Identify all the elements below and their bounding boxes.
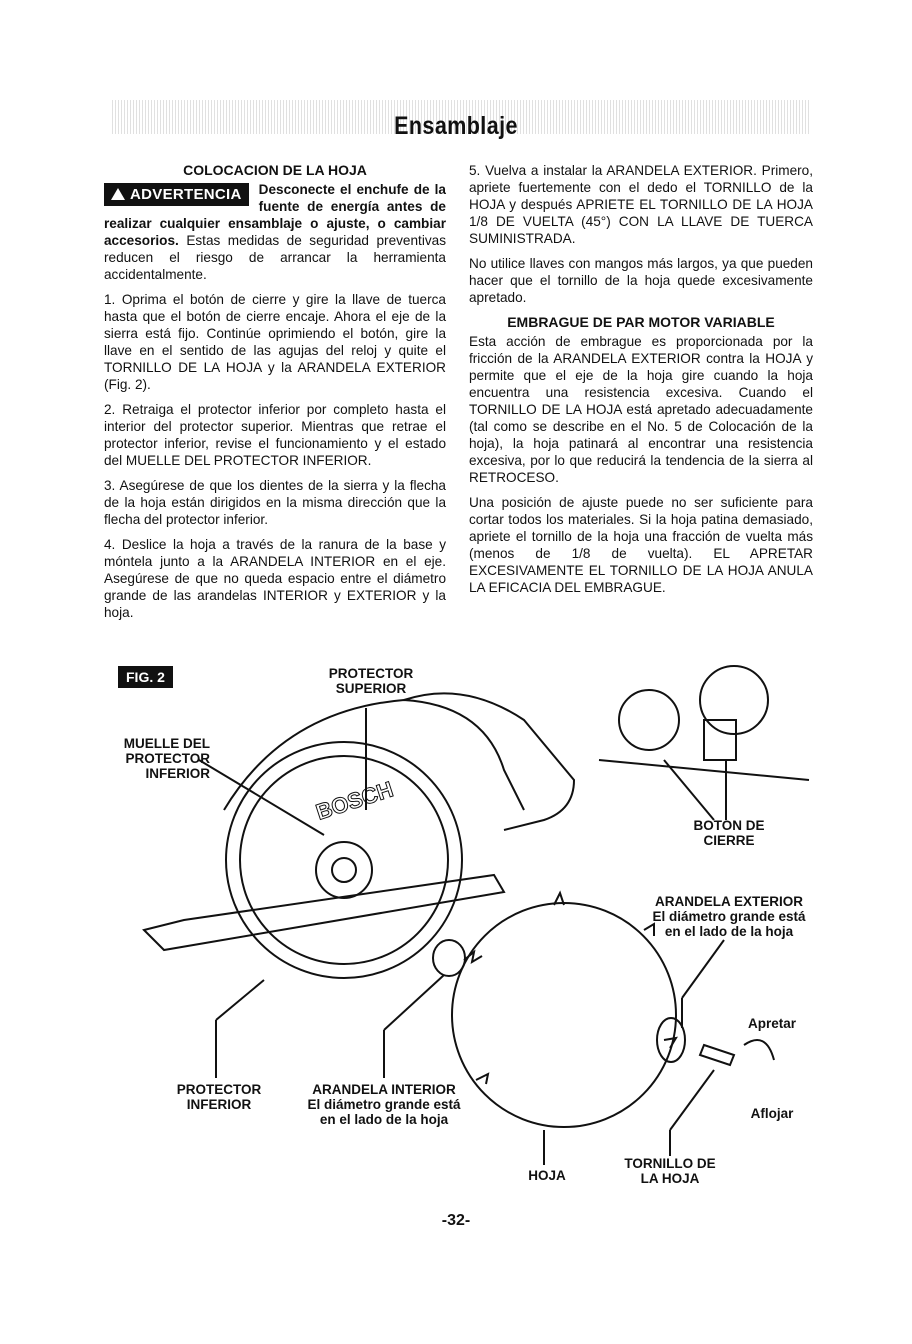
clutch-paragraph-2: Una posición de ajuste puede no ser suficiente para cortar todos los materiales. Si la hoja patina demasiado, apriete el tornillo de la hoja una fracción de vuelta más (menos de 1/8 de vuelta). EL APRETAR EXCESIVAMENTE EL TORNILLO DE LA HOJA ANULA LA EFICACIA DEL EMBRAGUE. xyxy=(469,495,813,595)
label-boton-de-cierre: BOTON DE CIERRE xyxy=(693,818,765,848)
step-4: 4. Deslice la hoja a través de la ranura de la base y móntela junto a la ARANDELA INTERIOR en el eje. Asegúrese de que no queda espacio entre el diámetro grande de las arandelas INTERIOR y EXTERIOR y la hoja. xyxy=(104,537,446,620)
step-1: 1. Oprima el botón de cierre y gire la llave de tuerca hasta que el botón de cierre encaje. Ahora el eje de la sierra está fijo. Continúe oprimiendo el botón, gire la llave en el sentido de las agujas del reloj y quite el TORNILLO DE LA HOJA y la ARANDELA EXTERIOR (Fig. 2). xyxy=(104,292,446,392)
figure-2 xyxy=(104,660,822,1200)
brand-logo: BOSCH xyxy=(312,776,397,825)
clutch-paragraph-1: Esta acción de embrague es proporcionada por la fricción de la ARANDELA EXTERIOR contra la HOJA y permite que el eje de la hoja gire cuando la hoja encuentra una resistencia excesiva. Cuando el TORNILLO DE LA HOJA está apretado adecuadamente (tal como se describe en el No. 5 de Colocación de la hoja), la hoja patinará al encontrar una resistencia excesiva, por lo que reducirá la tendencia de la sierra al RETROCESO. xyxy=(469,334,813,485)
page-number: -32- xyxy=(441,1212,471,1229)
step-5: 5. Vuelva a instalar la ARANDELA EXTERIOR. Primero, apriete fuertemente con el dedo el TORNILLO de la HOJA y después APRIETE EL TORNILLO DE LA HOJA 1/8 DE VUELTA (45°) CON LA LLAVE DE TUERCA SUMINISTRADA. xyxy=(469,163,813,246)
tighten-arrow xyxy=(744,1040,774,1060)
wrench-note: No utilice llaves con mangos más largos, ya que pueden hacer que el tornillo de la hoja quede excesivamente apretado. xyxy=(469,256,813,305)
arbor-circle xyxy=(316,842,372,898)
leader-muelle xyxy=(199,760,324,835)
label-aflojar: Aflojar xyxy=(750,1106,794,1121)
label-tornillo-de-la-hoja: TORNILLO DE LA HOJA xyxy=(624,1156,716,1186)
label-muelle: MUELLE DEL PROTECTOR INFERIOR xyxy=(123,736,210,781)
leader-arandela-interior xyxy=(384,975,444,1030)
leader-tornillo xyxy=(670,1070,714,1130)
warning-bold-text: Desconecte el enchufe de la fuente de energía antes de realizar cualquier ensamblaje o ajuste, o cambiar accesorios. xyxy=(104,182,446,248)
handle-shape xyxy=(404,693,574,830)
left-column xyxy=(104,162,446,629)
button-shape xyxy=(704,720,736,760)
section-heading-embrague: EMBRAGUE DE PAR MOTOR VARIABLE xyxy=(507,314,775,330)
saw-blade-circle xyxy=(226,742,462,978)
arbor-bolt xyxy=(332,858,356,882)
section-heading-colocacion: COLOCACION DE LA HOJA xyxy=(183,162,367,178)
step-3: 3. Asegúrese de que los dientes de la sierra y la flecha de la hoja están dirigidos en la misma dirección que la flecha del protector inferior. xyxy=(104,478,446,527)
warning-triangle-icon xyxy=(111,188,125,200)
blade-bolt-shape xyxy=(700,1045,734,1065)
label-arandela-exterior: ARANDELA EXTERIOR El diámetro grande está en el lado de la hoja xyxy=(652,894,806,939)
detail-circle-1 xyxy=(619,690,679,750)
exploded-blade xyxy=(452,903,676,1127)
page-title: Ensamblaje xyxy=(394,112,518,140)
saw-blade-inner xyxy=(240,756,448,964)
step-2: 2. Retraiga el protector inferior por completo hasta el interior del protector superior. Mientras que retrae el protector inferior, revise el funcionamiento y el estado del MUELLE DEL PROTECTOR INFERIOR. xyxy=(104,402,446,468)
label-hoja: HOJA xyxy=(528,1168,566,1183)
label-apretar: Apretar xyxy=(747,1016,796,1031)
warning-text: Estas medidas de seguridad preventivas reducen el riesgo de arrancar la herramienta accidentalmente. xyxy=(104,233,447,282)
label-arandela-interior: ARANDELA INTERIOR El diámetro grande está en el lado de la hoja xyxy=(307,1082,461,1127)
label-protector-superior: PROTECTOR SUPERIOR xyxy=(328,666,414,696)
figure-badge: FIG. 2 xyxy=(118,666,173,688)
outer-washer-shape xyxy=(657,1018,685,1062)
leader-protector-inferior xyxy=(216,980,264,1020)
right-column xyxy=(469,162,813,604)
leader-arandela-exterior xyxy=(682,940,724,998)
detail-line xyxy=(599,760,809,780)
detail-circle-2 xyxy=(700,666,768,734)
label-protector-inferior: PROTECTOR INFERIOR xyxy=(176,1082,262,1112)
warning-paragraph xyxy=(104,181,446,283)
warning-badge: ADVERTENCIA xyxy=(104,183,249,206)
